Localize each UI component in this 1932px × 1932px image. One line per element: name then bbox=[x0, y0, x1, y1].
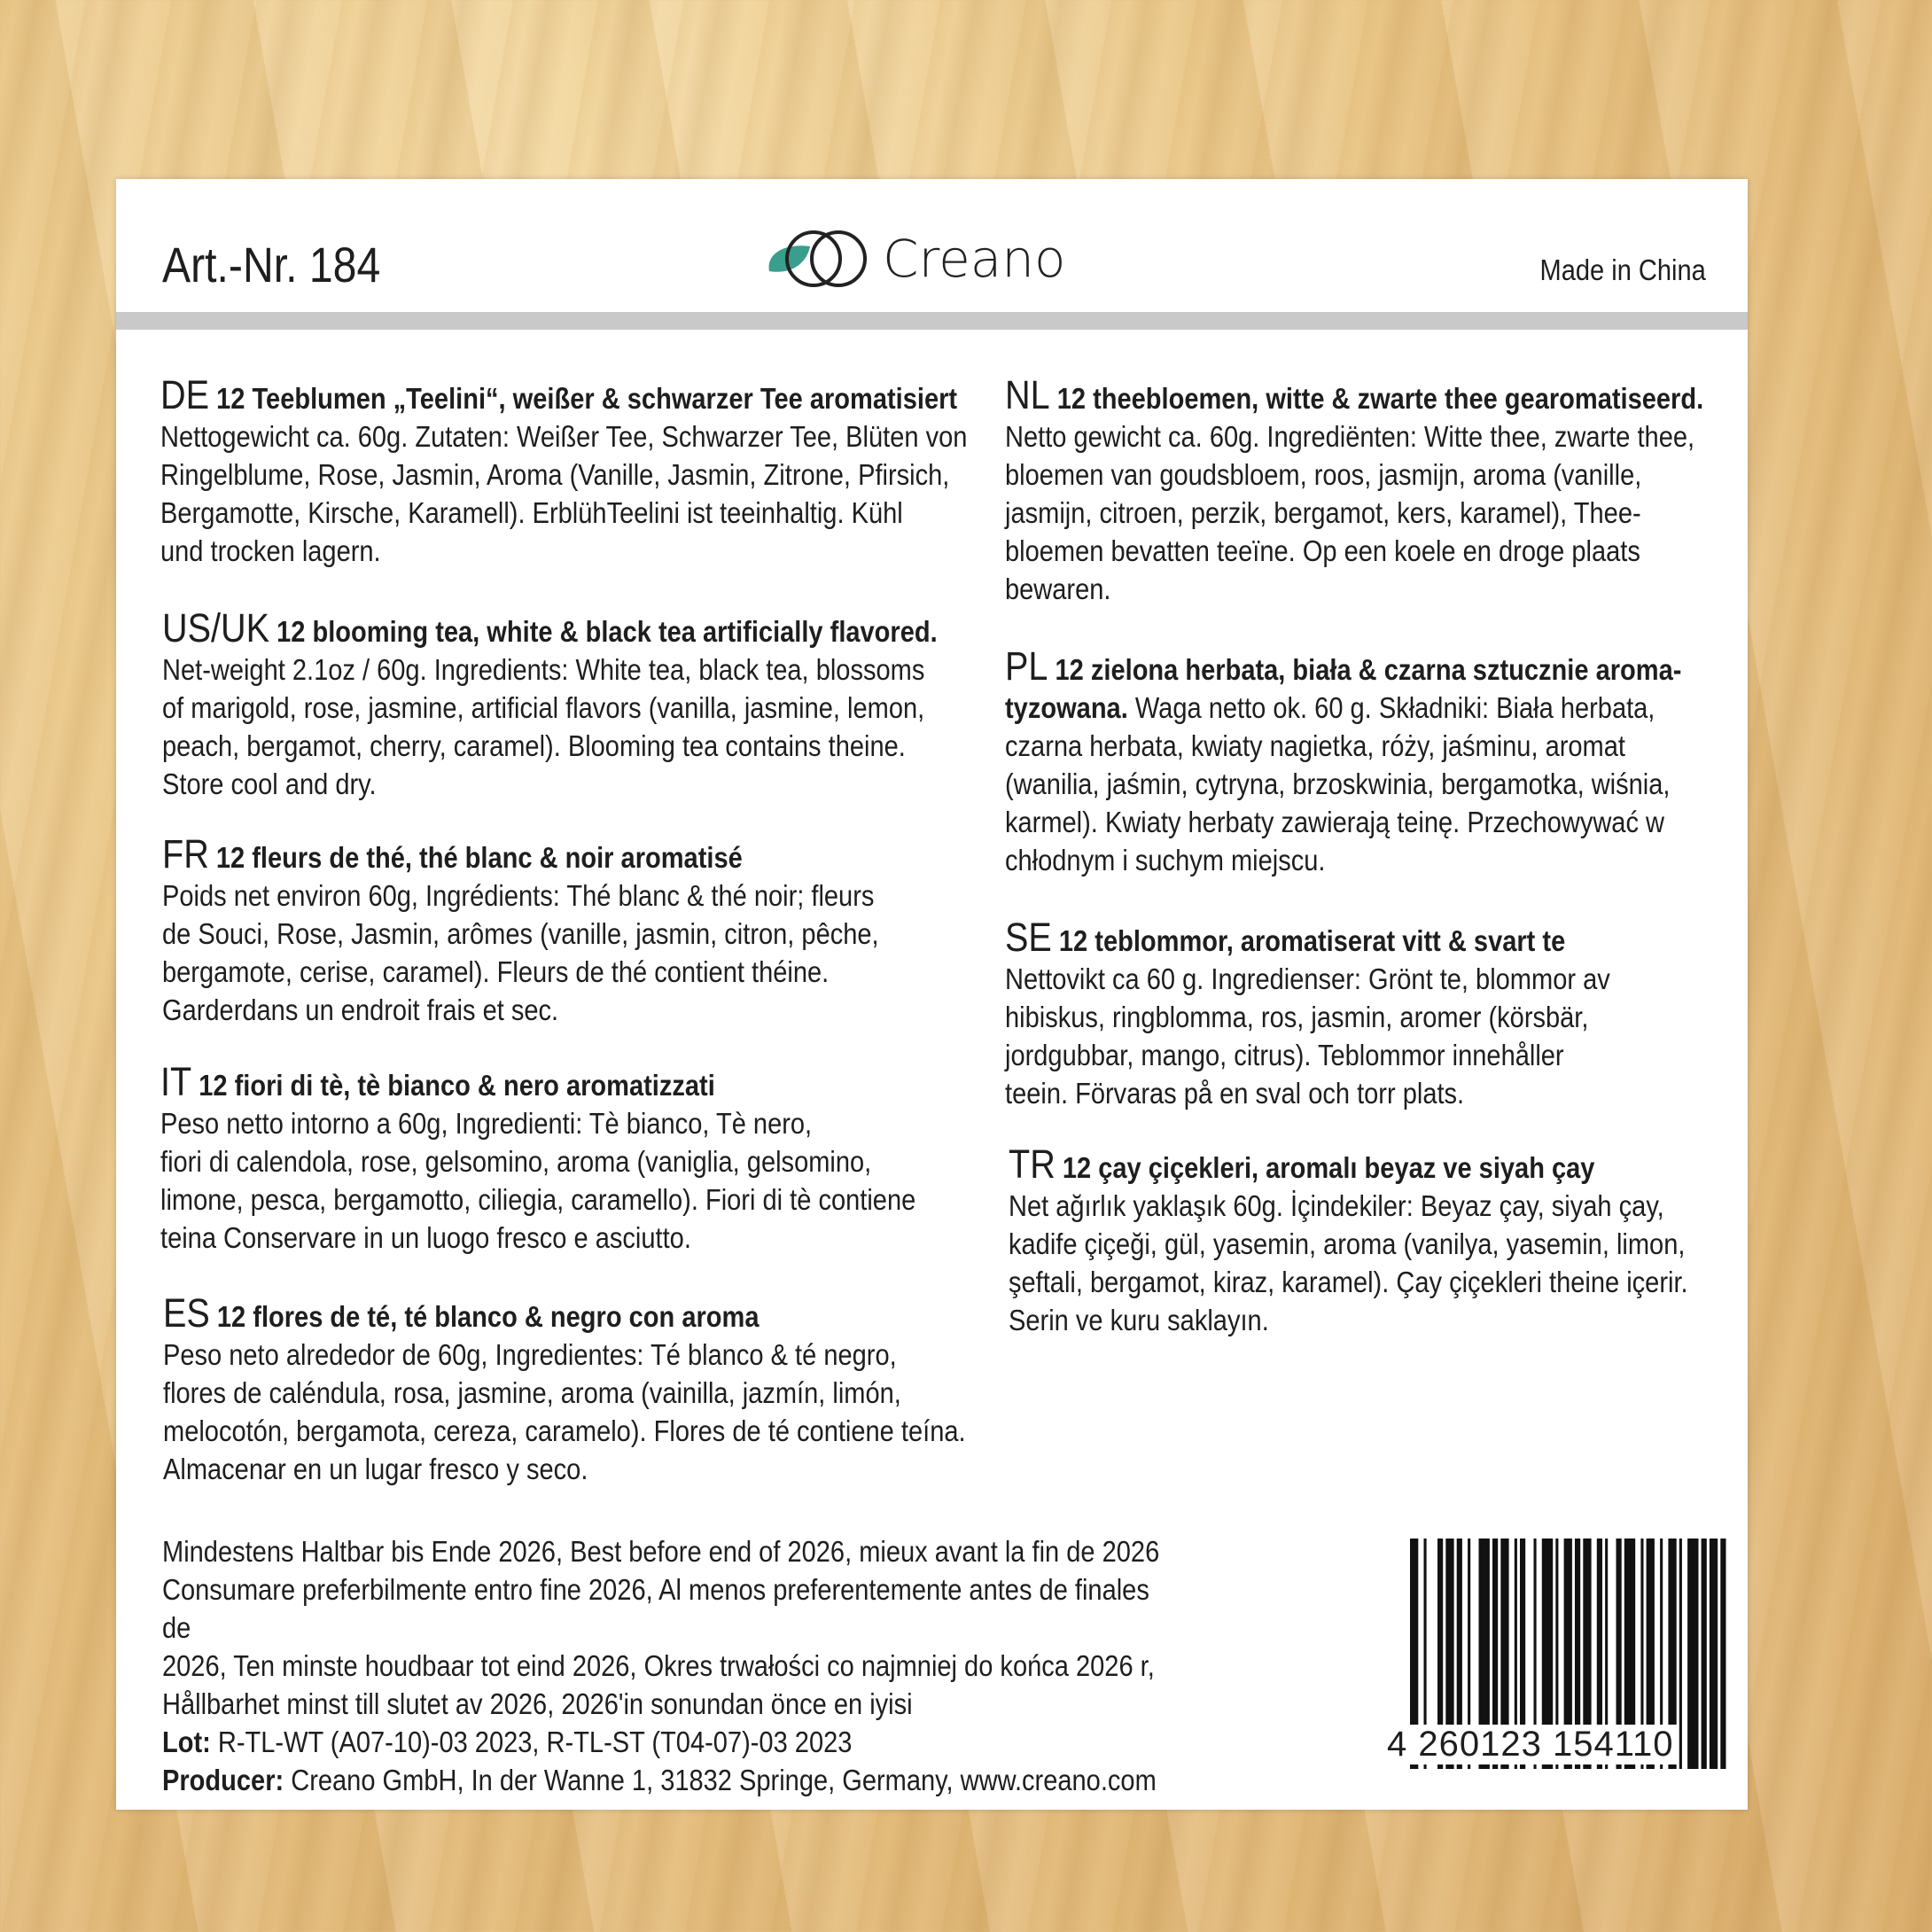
section-line: Netto gewicht ca. 60g. Ingrediënten: Witte thee, zwarte thee, bbox=[1005, 420, 1695, 453]
section-line: flores de caléndula, rosa, jasmine, aroma (vainilla, jazmín, limón, bbox=[163, 1376, 901, 1409]
best-before-line: Mindestens Haltbar bis Ende 2026, Best before end of 2026, mieux avant la fin de 2026 bbox=[162, 1535, 1160, 1568]
best-before-line: Hållbarhet minst till slutet av 2026, 2026'in sonundan önce en iyisi bbox=[162, 1687, 913, 1720]
barcode-bar bbox=[1679, 1539, 1682, 1769]
section-fr bbox=[162, 831, 1110, 1029]
section-tr bbox=[1009, 1141, 1932, 1339]
language-code: US/UK bbox=[162, 605, 270, 650]
section-line: teina Conservare in un luogo fresco e asciutto. bbox=[160, 1221, 691, 1254]
section-us-uk bbox=[162, 605, 1110, 803]
header-divider bbox=[116, 312, 1748, 330]
section-heading: 12 blooming tea, white & black tea artificially flavored. bbox=[277, 615, 938, 648]
section-de bbox=[160, 372, 1109, 570]
barcode-number: 4 260123 154110 bbox=[1383, 1725, 1677, 1765]
section-line: of marigold, rose, jasmine, artificial flavors (vanilla, jasmine, lemon, bbox=[162, 691, 925, 724]
language-code: IT bbox=[160, 1059, 192, 1104]
language-code: NL bbox=[1005, 372, 1050, 417]
section-line: Net-weight 2.1oz / 60g. Ingredients: White tea, black tea, blossoms bbox=[162, 653, 925, 686]
producer-value: Creano GmbH, In der Wanne 1, 31832 Springe, Germany, www.creano.com bbox=[284, 1764, 1157, 1796]
brand-logo bbox=[759, 218, 1113, 298]
lot-line bbox=[162, 1723, 1176, 1761]
section-line: chłodnym i suchym miejscu. bbox=[1005, 844, 1326, 876]
section-line: bloemen van goudsbloem, roos, jasmijn, aroma (vanille, bbox=[1005, 458, 1642, 491]
section-es bbox=[163, 1290, 1111, 1488]
country-of-origin: Made in China bbox=[1539, 253, 1706, 286]
barcode-bar bbox=[1687, 1539, 1698, 1769]
section-it bbox=[160, 1059, 1109, 1257]
label-footer bbox=[162, 1532, 1176, 1799]
barcode-bar bbox=[1720, 1539, 1726, 1769]
language-code: PL bbox=[1005, 643, 1048, 689]
section-line: Net ağırlık yaklaşık 60g. İçindekiler: Beyaz çay, siyah çay, bbox=[1009, 1189, 1664, 1222]
section-heading: 12 çay çiçekleri, aromalı beyaz ve siyah çay bbox=[1062, 1151, 1595, 1184]
section-line: Poids net environ 60g, Ingrédients: Thé blanc & thé noir; fleurs bbox=[162, 879, 875, 912]
section-line: (wanilia, jaśmin, cytryna, brzoskwinia, bergamotka, wiśnia, bbox=[1005, 767, 1671, 800]
lot-label: Lot: bbox=[162, 1726, 211, 1758]
section-heading: 12 flores de té, té blanco & negro con aroma bbox=[216, 1300, 760, 1333]
section-se bbox=[1005, 915, 1932, 1112]
section-line: şeftali, bergamot, kiraz, karamel). Çay çiçekleri theine içerir. bbox=[1009, 1266, 1688, 1298]
section-line: Nettogewicht ca. 60g. Zutaten: Weißer Tee, Schwarzer Tee, Blüten von bbox=[160, 420, 968, 453]
section-line: hibiskus, ringblomma, ros, jasmin, aromer (körsbär, bbox=[1005, 1001, 1589, 1033]
language-code: ES bbox=[163, 1290, 210, 1336]
section-line: Garderdans un endroit frais et sec. bbox=[162, 993, 559, 1026]
section-line: bergamote, cerise, caramel). Fleurs de thé contient théine. bbox=[162, 955, 830, 988]
section-line: teein. Förvaras på en sval och torr plats. bbox=[1005, 1077, 1465, 1110]
section-line: Waga netto ok. 60 g. Składniki: Biała herbata, bbox=[1127, 691, 1655, 724]
best-before-line: 2026, Ten minste houdbaar tot eind 2026, Okres trwałości co najmniej do końca 2026 r, bbox=[162, 1649, 1155, 1682]
section-line: Nettovikt ca 60 g. Ingredienser: Grönt te, blommor av bbox=[1005, 962, 1610, 995]
section-line: bloemen bevatten teeïne. Op een koele en droge plaats bbox=[1005, 534, 1640, 567]
section-line: kadife çiçeği, gül, yasemin, aroma (vanilya, yasemin, limon, bbox=[1009, 1227, 1686, 1260]
section-line: Store cool and dry. bbox=[162, 767, 377, 800]
section-line: Ringelblume, Rose, Jasmin, Aroma (Vanille, Jasmin, Zitrone, Pfirsich, bbox=[160, 458, 950, 491]
section-heading: 12 teblommor, aromatiserat vitt & svart te bbox=[1058, 924, 1566, 957]
section-heading: 12 theebloemen, witte & zwarte thee gearomatiseerd. bbox=[1056, 382, 1704, 415]
section-line: Peso netto intorno a 60g, Ingredienti: Tè bianco, Tè nero, bbox=[160, 1107, 813, 1140]
producer-label: Producer: bbox=[162, 1764, 284, 1796]
leaf-logo-icon bbox=[759, 218, 1113, 298]
article-number: Art.-Nr. 184 bbox=[162, 237, 381, 292]
section-line: Serin ve kuru saklayın. bbox=[1009, 1304, 1269, 1336]
section-line: bewaren. bbox=[1005, 573, 1111, 605]
product-label bbox=[116, 179, 1748, 1810]
section-heading: 12 Teeblumen „Teelini“, weißer & schwarzer Tee aromatisiert bbox=[216, 382, 958, 415]
section-line: czarna herbata, kwiaty nagietka, róży, jaśminu, aromat bbox=[1005, 729, 1625, 762]
section-line: und trocken lagern. bbox=[160, 534, 381, 567]
section-heading-continued: tyzowana. bbox=[1005, 691, 1128, 724]
section-line: Almacenar en un lugar fresco y seco. bbox=[163, 1453, 588, 1485]
language-code: SE bbox=[1005, 915, 1052, 960]
section-line: karmel). Kwiaty herbaty zawierają teinę. Przechowywać w bbox=[1005, 806, 1665, 838]
section-line: Peso neto alrededor de 60g, Ingredientes: Té blanco & té negro, bbox=[163, 1338, 897, 1371]
section-heading: 12 fleurs de thé, thé blanc & noir aromatisé bbox=[215, 841, 743, 874]
language-code: DE bbox=[160, 372, 210, 417]
section-heading: 12 fiori di tè, tè bianco & nero aromatizzati bbox=[199, 1069, 715, 1102]
barcode-bar bbox=[1702, 1539, 1707, 1769]
section-line: limone, pesca, bergamotto, ciliegia, caramello). Fiori di tè contiene bbox=[160, 1183, 916, 1216]
producer-line bbox=[162, 1761, 1176, 1799]
best-before-line: Consumare preferbilmente entro fine 2026, Al menos preferentemente antes de finales de bbox=[162, 1573, 1149, 1644]
section-line: Bergamotte, Kirsche, Karamell). ErblühTeelini ist teeinhaltig. Kühl bbox=[160, 496, 903, 529]
section-line: melocotón, bergamota, cereza, caramelo). Flores de té contiene teína. bbox=[163, 1414, 966, 1447]
language-code: FR bbox=[162, 831, 209, 876]
barcode-bar bbox=[1710, 1539, 1718, 1769]
section-line: peach, bergamot, cherry, caramel). Blooming tea contains theine. bbox=[162, 729, 906, 762]
brand-name: Creano bbox=[883, 229, 1066, 289]
section-heading: 12 zielona herbata, biała & czarna sztucznie aroma- bbox=[1055, 653, 1682, 686]
section-line: fiori di calendola, rose, gelsomino, aroma (vaniglia, gelsomino, bbox=[160, 1145, 872, 1178]
section-pl bbox=[1005, 643, 1932, 879]
lot-value: R-TL-WT (A07-10)-03 2023, R-TL-ST (T04-07)-03 2023 bbox=[210, 1726, 853, 1758]
section-line: jordgubbar, mango, citrus). Teblommor innehåller bbox=[1005, 1039, 1564, 1071]
language-code: TR bbox=[1009, 1141, 1056, 1187]
section-line: de Souci, Rose, Jasmin, arômes (vanille, jasmin, citron, pêche, bbox=[162, 917, 879, 950]
section-nl bbox=[1005, 372, 1932, 608]
section-line: jasmijn, citroen, perzik, bergamot, kers, karamel), Thee- bbox=[1005, 496, 1641, 529]
